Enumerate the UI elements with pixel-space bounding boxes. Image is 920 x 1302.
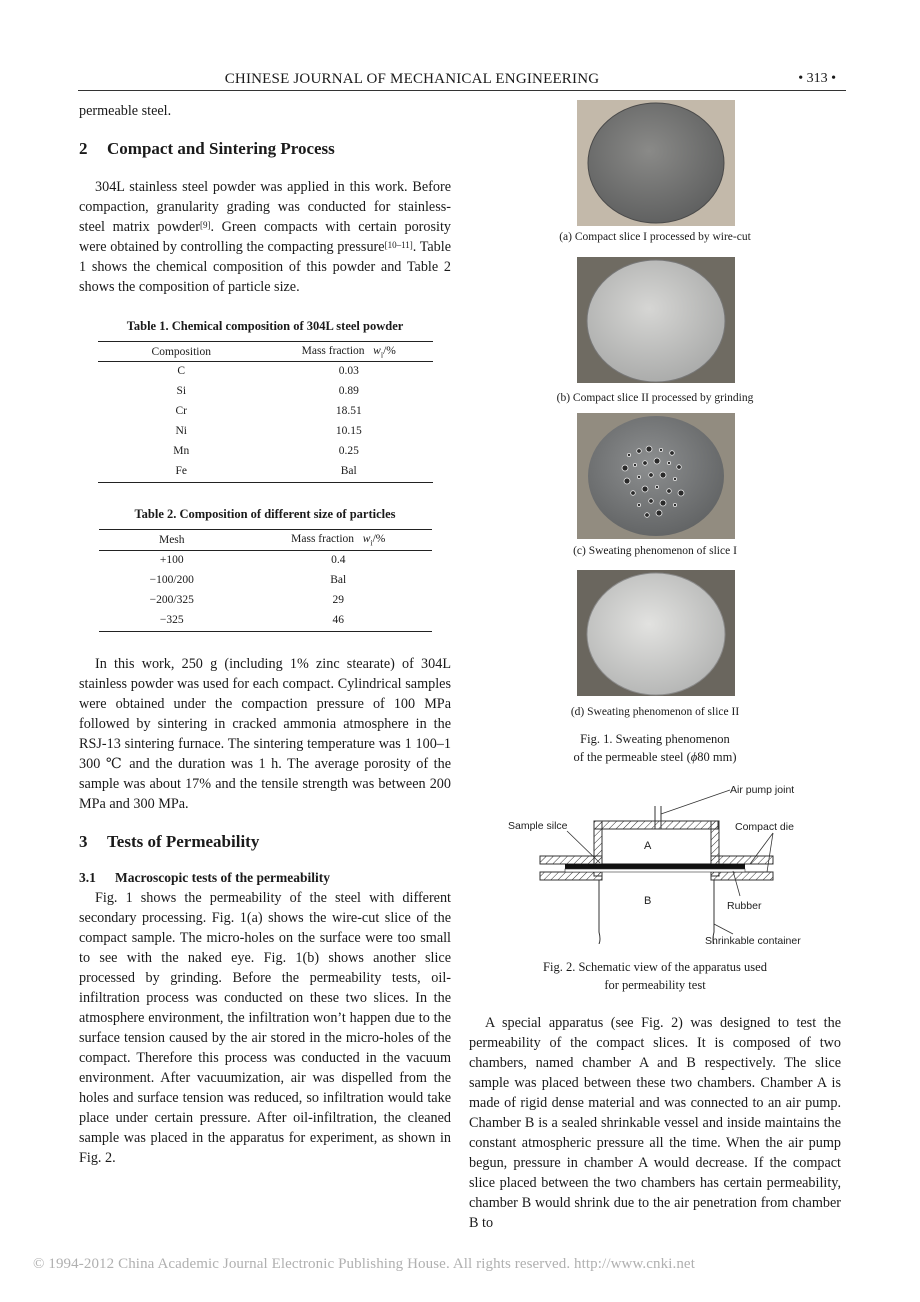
table-row: −200/325 29 <box>149 593 344 606</box>
fig-1b-caption: (b) Compact slice II processed by grinding <box>556 392 754 404</box>
fig-1a-caption: (a) Compact slice I processed by wire-cut <box>559 231 751 243</box>
label-air-pump-joint: Air pump joint <box>730 784 795 796</box>
table-1 <box>98 341 433 483</box>
table-1-col-composition: Composition <box>98 342 266 362</box>
table-row: Mn 0.25 <box>173 445 359 458</box>
section-2-paragraph: 304L stainless steel powder was applied in this work. Before compaction, granularity grading was conducted for stainless-steel matrix powder[9]. Green compacts with certain porosity were obtained by controlling the compacting pressure[10–11]. Table 1 shows the chemical composition of this powder and Table 2 shows the composition of particle size. <box>79 179 451 295</box>
permeability-paragraph: Fig. 1 shows the permeability of the steel with different secondary processing. Fig. 1(a) shows the wire-cut slice of the compact sample. The micro-holes on the surface were too small to see with the naked eye. Fig. 1(b) shows another slice processed by grinding. Before the permeability tests, oil-infiltration process was conducted on these two slices. In the atmosphere environment, the infiltration won’t happen due to the surface tension caused by the air stored in the micro-holes of the compact. Therefore this process was conducted in the vacuum environment. After vacuumization, air was dispelled from the holes and surface tension was reduced, so infiltration would take place under certain pressure. After oil-infiltration, the cleaned sample was placed in the apparatus for experiment, as shown in Fig. 2. <box>79 889 451 1166</box>
fig-1-caption: Fig. 1. Sweating phenomenon of the permeable steel (ϕ80 mm) <box>573 732 737 764</box>
table-1-col-mass: Mass fraction $w_i/\%$ <box>265 342 433 362</box>
copyright-footer: © 1994-2012 China Academic Journal Electronic Publishing House. All rights reserved. http://www.cnki.net <box>33 1256 695 1272</box>
continuation-text: permeable steel. <box>79 103 172 119</box>
table-row: C 0.03 <box>177 365 359 378</box>
page-number: • 313 • <box>798 71 836 86</box>
citation: [9] <box>199 220 211 230</box>
photo-slice-ground <box>577 257 735 383</box>
label-chamber-b: B <box>644 895 652 907</box>
table-1-caption: Table 1. Chemical composition of 304L steel powder <box>126 319 404 333</box>
right-column <box>469 100 841 1240</box>
label-sample-slice: Sample silce <box>508 820 568 832</box>
table-row: Cr 18.51 <box>175 405 362 418</box>
fig-1c-caption: (c) Sweating phenomenon of slice I <box>573 545 737 557</box>
table-2-col-mass: Mass fraction $w_i/\%$ <box>245 530 431 550</box>
section-3-heading: 3 Tests of Permeability <box>79 831 260 851</box>
table-row: Fe Bal <box>98 462 433 483</box>
citation: [10–11] <box>384 240 413 250</box>
table-row: +100 0.4 <box>159 553 346 566</box>
label-chamber-a: A <box>644 840 652 852</box>
table-row: −100/200 Bal <box>149 573 347 586</box>
table-row: −325 46 <box>99 611 432 632</box>
label-compact-die: Compact die <box>735 821 794 833</box>
journal-title: CHINESE JOURNAL OF MECHANICAL ENGINEERING <box>224 71 600 87</box>
table-row: Ni 10.15 <box>175 425 362 438</box>
photo-sweating-slice-2 <box>577 570 735 696</box>
apparatus-diagram <box>505 784 805 944</box>
table-2-caption: Table 2. Composition of different size of particles <box>134 507 396 522</box>
label-rubber: Rubber <box>727 900 762 912</box>
running-header <box>78 70 846 91</box>
sintering-paragraph: In this work, 250 g (including 1% zinc stearate) of 304L stainless powder was used for each compact. Cylindrical samples were obtained under the compaction pressure of 100 MPa followed by sintering in cracked ammonia atmosphere in the RSJ-13 sintering furnace. The sintering temperature was 1 100–1 300 ℃ and the duration was 1 h. The average porosity of the sample was about 17% and the tensile strength was between 200 MPa and 300 MPa. <box>79 655 451 812</box>
fig-1d-caption: (d) Sweating phenomenon of slice II <box>570 706 740 718</box>
apparatus-paragraph: A special apparatus (see Fig. 2) was designed to test the permeability of the compact slices. It is composed of two chambers, named chamber A and B respectively. The slice sample was placed between these two chambers. Chamber A is made of rigid dense material and was connected to an air pump. Chamber B is a sealed shrinkable vessel and inside maintains the constant atmospheric pressure all the time. When the air pump begun, pressure in chamber A would decrease. If the compact slice placed between the two chambers has certain permeability, chamber B would shrink due to the air penetration from chamber B to <box>469 1015 841 1231</box>
left-column <box>79 101 451 1168</box>
section-2-heading: 2 Compact and Sintering Process <box>79 139 335 158</box>
photo-slice-wire-cut <box>577 100 735 226</box>
photo-sweating-slice-1 <box>577 413 735 539</box>
table-2 <box>99 529 432 631</box>
fig-2-caption: Fig. 2. Schematic view of the apparatus used for permeability test <box>543 960 767 992</box>
table-2-col-mesh: Mesh <box>99 530 246 550</box>
table-row: Si 0.89 <box>176 385 359 398</box>
section-3-1-heading: 3.1 Macroscopic tests of the permeability <box>79 869 330 885</box>
label-shrinkable-container: Shrinkable container <box>705 935 801 944</box>
